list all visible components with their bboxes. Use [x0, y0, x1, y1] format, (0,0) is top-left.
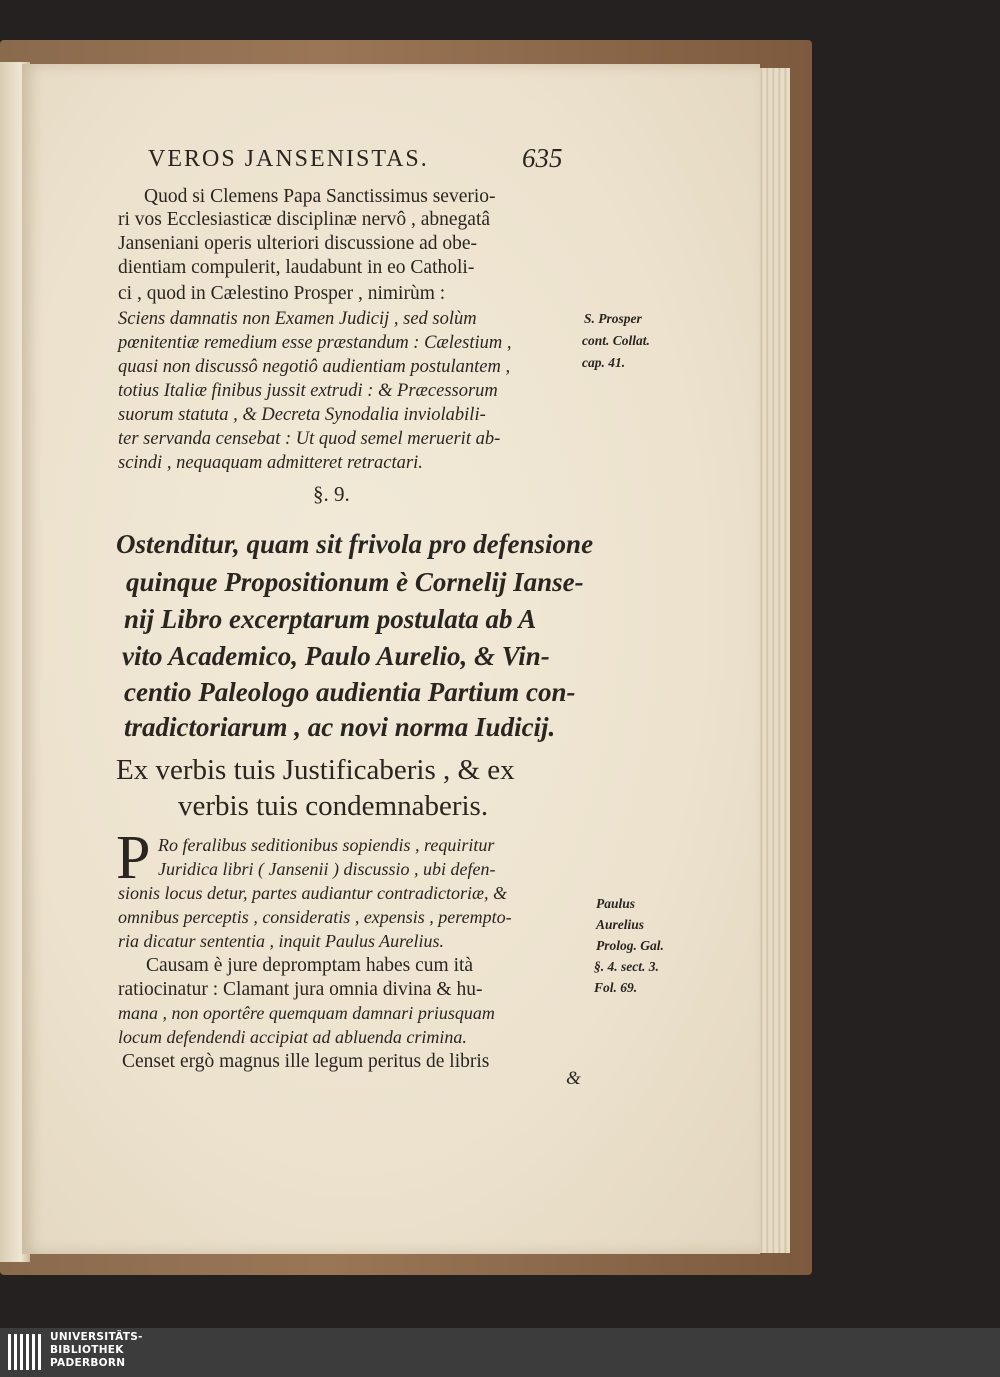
paragraph1-line: scindi , nequaquam admitteret retractari. [118, 453, 423, 473]
section-heading-line: vito Academico, Paulo Aurelio, & Vin- [122, 641, 550, 671]
section-heading-line: centio Paleologo audientia Partium con- [124, 677, 576, 707]
section-heading-line: quinque Propositionum è Cornelij Ianse- [126, 567, 584, 597]
paragraph2-line: mana , non oportêre quemquam damnari priusquam [118, 1003, 495, 1023]
paragraph2-line: sionis locus detur, partes audiantur contradictoriæ, & [118, 883, 508, 903]
margin-note-line: S. Prosper [584, 311, 642, 326]
paragraph1-line: totius Italiæ finibus jussit extrudi : & Præcessorum [118, 381, 498, 401]
margin-note-line: Prolog. Gal. [596, 938, 664, 953]
margin-note-line: Aurelius [596, 917, 645, 932]
margin-note-line: cap. 41. [582, 355, 626, 370]
paragraph2-line: ratiocinatur : Clamant jura omnia divina & hu- [118, 979, 483, 1000]
paragraph1-line: suorum statuta , & Decreta Synodalia inviolabili- [118, 405, 486, 425]
paragraph2-line: Censet ergò magnus ille legum peritus de libris [122, 1051, 490, 1072]
paragraph1-line: quasi non discussô negotiô audientiam postulantem , [118, 357, 511, 377]
library-name-line: PADERBORN [50, 1357, 126, 1369]
footer-bar [0, 1328, 1000, 1377]
paragraph1-line: Quod si Clemens Papa Sanctissimus severio- [144, 186, 496, 207]
paragraph1-line: ter servanda censebat : Ut quod semel meruerit ab- [118, 429, 501, 449]
library-name [50, 1331, 143, 1370]
motto-line: Ex verbis tuis Justificaberis , & ex [116, 754, 515, 786]
paragraph1-line: Sciens damnatis non Examen Judicij , sed solùm [118, 309, 477, 329]
section-number: §. 9. [313, 482, 350, 506]
running-title: VEROS JANSENISTAS. [148, 146, 429, 172]
margin-note-line: Fol. 69. [594, 980, 638, 995]
margin-note-line: Paulus [596, 896, 636, 911]
library-name-line: UNIVERSITÄTS- [50, 1331, 143, 1343]
paragraph1-line: Janseniani operis ulteriori discussione ad obe- [118, 233, 478, 254]
paragraph2-line: Juridica libri ( Jansenii ) discussio , ubi defen- [158, 859, 496, 879]
margin-note-line: cont. Collat. [582, 333, 650, 348]
paragraph2-line: Ro feralibus seditionibus sopiendis , requiritur [158, 835, 495, 855]
drop-cap: P [116, 824, 151, 892]
paragraph1-line: ci , quod in Cælestino Prosper , nimirùm : [118, 283, 446, 304]
paragraph2-line: ria dicatur sententia , inquit Paulus Aurelius. [118, 931, 444, 951]
catchword: & [566, 1068, 581, 1089]
paragraph2-line: Causam è jure depromptam habes cum ità [146, 955, 474, 976]
margin-note-line: §. 4. sect. 3. [594, 959, 659, 974]
paragraph1-line: ri vos Ecclesiasticæ disciplinæ nervô , abnegatâ [118, 209, 491, 230]
library-logo-icon [8, 1332, 44, 1372]
motto-line: verbis tuis condemnaberis. [178, 790, 489, 822]
section-heading-line: Ostenditur, quam sit frivola pro defensione [116, 529, 594, 559]
paragraph2-line: omnibus perceptis , consideratis , expensis , perempto- [118, 907, 512, 927]
paragraph2-line: locum defendendi accipiat ad abluenda crimina. [118, 1027, 467, 1047]
page-number: 635 [522, 143, 563, 173]
section-heading-line: nij Libro excerptarum postulata ab A [124, 604, 537, 634]
library-name-line: BIBLIOTHEK [50, 1344, 124, 1356]
paragraph1-line: dientiam compulerit, laudabunt in eo Catholi- [118, 257, 475, 278]
paragraph1-line: pœnitentiæ remedium esse præstandum : Cælestium , [118, 333, 512, 353]
section-heading-line: tradictoriarum , ac novi norma Iudicij. [124, 712, 556, 742]
